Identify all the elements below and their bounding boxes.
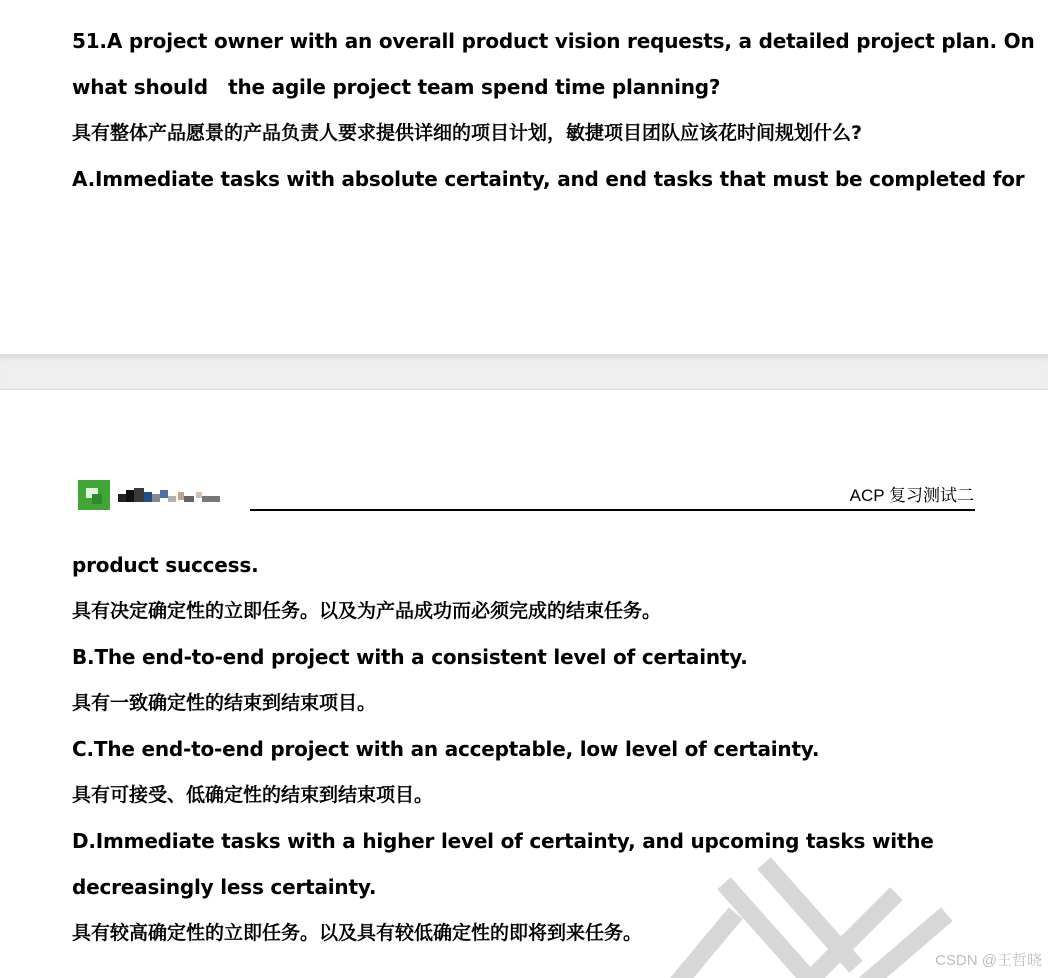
option-b-translation: 具有一致确定性的结束到结束项目。 (72, 692, 377, 714)
watermark-stamp-icon (660, 830, 960, 978)
option-a-line-1: A.Immediate tasks with absolute certainty, and end tasks that must be completed for (72, 167, 1025, 191)
blurred-logo-icon (78, 480, 228, 510)
option-a-translation: 具有决定确定性的立即任务。以及为产品成功而必须完成的结束任务。 (72, 600, 662, 622)
csdn-watermark: CSDN @王哲晓 (935, 952, 1042, 969)
header-title: ACP 复习测试二 (849, 486, 974, 505)
option-c: C.The end-to-end project with an acceptable, low level of certainty. (72, 737, 820, 761)
option-b: B.The end-to-end project with a consistent level of certainty. (72, 645, 748, 669)
option-a-line-2: product success. (72, 553, 259, 577)
page-separator (0, 354, 1048, 390)
header-divider (250, 509, 975, 511)
document-page-top (0, 0, 1048, 354)
question-translation: 具有整体产品愿景的产品负责人要求提供详细的项目计划，敏捷项目团队应该花时间规划什么? (72, 122, 863, 144)
option-d-line-1: D.Immediate tasks with a higher level of certainty, and upcoming tasks withe (72, 829, 934, 853)
option-d-translation: 具有较高确定性的立即任务。以及具有较低确定性的即将到来任务。 (72, 922, 643, 944)
question-line-2: what should the agile project team spend time planning? (72, 75, 721, 99)
option-c-translation: 具有可接受、低确定性的结束到结束项目。 (72, 784, 434, 806)
option-d-line-2: decreasingly less certainty. (72, 875, 377, 899)
question-line-1: 51.A project owner with an overall product vision requests, a detailed project plan. On (72, 29, 1035, 53)
document-page-bottom (0, 390, 1048, 978)
